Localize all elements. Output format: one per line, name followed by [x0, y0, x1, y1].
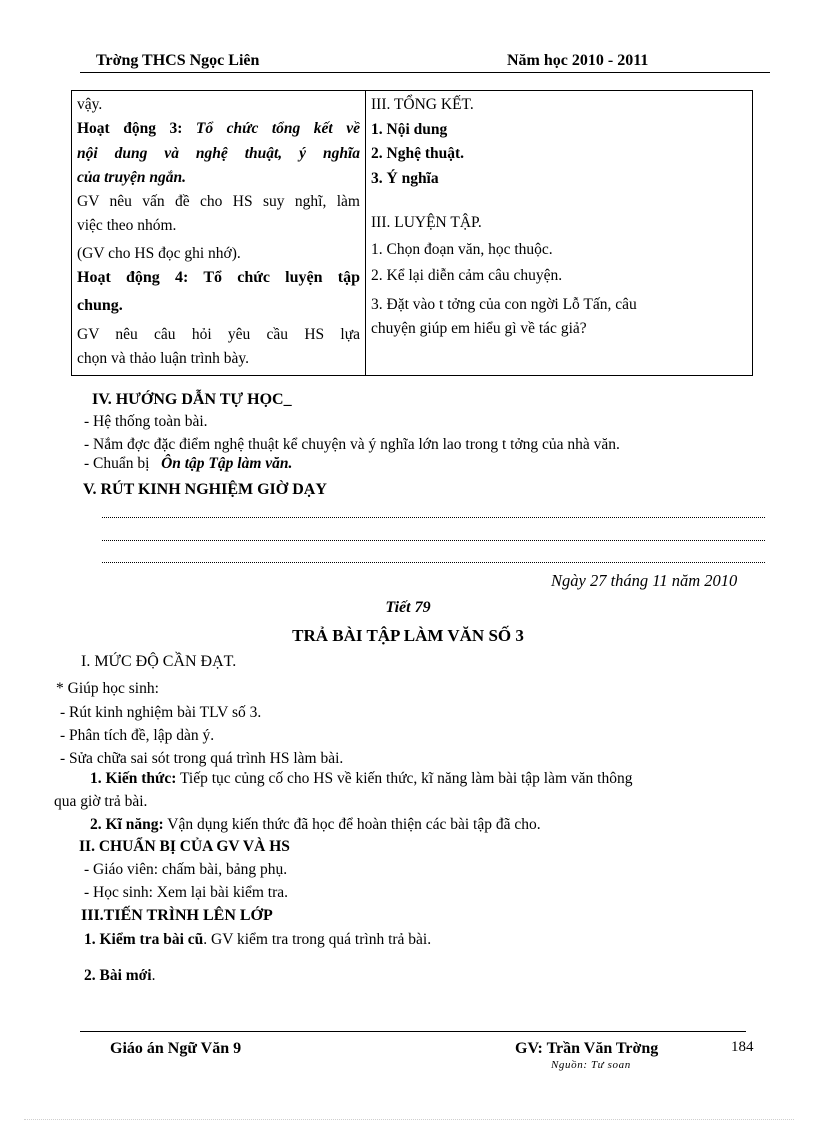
- gv-note-1b: việc theo nhóm.: [77, 217, 177, 235]
- practice-3b: chuyện giúp em hiểu gì về tác giả?: [371, 320, 587, 337]
- gv-note-3b: chọn và thảo luận trình bày.: [77, 349, 250, 367]
- period-number: Tiết 79: [385, 599, 431, 616]
- page-number: 184: [731, 1039, 754, 1055]
- lesson-date: Ngày 27 tháng 11 năm 2010: [551, 571, 738, 590]
- skills-label: 2. Kĩ năng:: [90, 816, 164, 833]
- objective-1: - Rút kinh nghiệm bài TLV số 3.: [60, 704, 262, 721]
- objective-2: - Phân tích đề, lập dàn ý.: [60, 727, 215, 744]
- header-year: Năm học 2010 - 2011: [507, 52, 649, 69]
- preparation-student: - Học sinh: Xem lại bài kiểm tra.: [84, 884, 289, 901]
- procedure-step-2-text: .: [151, 967, 156, 984]
- text-vay: vậy.: [77, 96, 103, 113]
- page-edge: [24, 1119, 794, 1120]
- dotted-line-1: [102, 517, 765, 518]
- gv-note-2: (GV cho HS đọc ghi nhớ).: [77, 244, 241, 262]
- summary-meaning: 3. Ý nghĩa: [371, 169, 439, 187]
- summary-art: 2. Nghệ thuật.: [371, 145, 465, 162]
- procedure-step-1: [84, 931, 431, 949]
- lesson-table: [71, 90, 753, 376]
- dotted-line-3: [102, 562, 765, 563]
- activity-3-line: [77, 117, 360, 141]
- knowledge-label: 1. Kiến thức:: [90, 770, 177, 787]
- summary-heading: III. TỔNG KẾT.: [371, 96, 474, 113]
- procedure-step-1-label: 1. Kiểm tra bài cũ: [84, 931, 204, 948]
- skills-line: [90, 816, 541, 834]
- header-rule: [80, 72, 770, 73]
- practice-3a: 3. Đặt vào t tởng của con ngời Lỗ Tấn, câu: [371, 295, 637, 313]
- activities-column: [72, 91, 366, 376]
- content-column: [366, 91, 753, 376]
- activity-4-line: Hoạt động 4: Tổ chức luyện tập: [77, 269, 360, 287]
- gv-note-3a: GV nêu câu hỏi yêu cầu HS lựa: [77, 325, 360, 343]
- objective-3: - Sửa chữa sai sót trong quá trình HS làm bài.: [60, 750, 344, 767]
- procedure-step-2: [84, 967, 155, 985]
- footer-author: GV: Trần Văn Trờng: [515, 1040, 659, 1057]
- self-study-3-prefix: - Chuẩn bị: [84, 455, 150, 472]
- gv-note-1a: GV nêu vấn đề cho HS suy nghĩ, làm: [77, 193, 360, 211]
- objectives-intro: * Giúp học sinh:: [56, 680, 159, 697]
- header-school: Trờng THCS Ngọc Liên: [96, 52, 260, 69]
- procedure-step-1-text: . GV kiểm tra trong quá trình trả bài.: [203, 931, 432, 948]
- preparation-title: II. CHUẨN BỊ CỦA GV VÀ HS: [79, 838, 290, 855]
- self-study-2: - Nắm đợc đặc điểm nghệ thuật kể chuyện và ý nghĩa lớn lao trong t tởng của nhà văn.: [84, 436, 620, 453]
- activity-3-title-3: của truyện ngắn.: [77, 168, 186, 186]
- footer-left: Giáo án Ngữ Văn 9: [110, 1040, 242, 1057]
- self-study-title: IV. HƯỚNG DẪN TỰ HỌC_: [92, 391, 292, 408]
- knowledge-text: Tiếp tục củng cố cho HS về kiến thức, kĩ năng làm bài tập làm văn thông: [179, 770, 633, 787]
- dotted-line-2: [102, 540, 765, 541]
- preparation-teacher: - Giáo viên: chấm bài, bảng phụ.: [84, 861, 288, 878]
- procedure-step-2-label: 2. Bài mới: [84, 967, 152, 984]
- self-study-1: - Hệ thống toàn bài.: [84, 413, 208, 430]
- self-study-3-topic: Ôn tập Tập làm văn.: [161, 455, 293, 472]
- practice-heading: III. LUYỆN TẬP.: [371, 214, 482, 231]
- lesson-title: TRẢ BÀI TẬP LÀM VĂN SỐ 3: [292, 626, 524, 645]
- activity-4-line-2: chung.: [77, 297, 123, 315]
- skills-text: Vận dụng kiến thức đã học để hoàn thiện các bài tập đã cho.: [167, 816, 541, 833]
- self-study-3: [84, 455, 292, 473]
- experience-title: V. RÚT KINH NGHIỆM GIỜ DẠY: [83, 481, 327, 498]
- activity-3-label: Hoạt động 3:: [77, 120, 183, 138]
- footer-source: Nguồn: Tư soan: [551, 1059, 631, 1071]
- activity-3-title: Tổ chức tổng kết về: [195, 120, 360, 138]
- summary-content: 1. Nội dung: [371, 120, 448, 138]
- objectives-title: I. MỨC ĐỘ CẦN ĐẠT.: [81, 653, 237, 670]
- procedure-title: III.TIẾN TRÌNH LÊN LỚP: [81, 907, 273, 924]
- practice-1: 1. Chọn đoạn văn, học thuộc.: [371, 240, 553, 258]
- knowledge-line: [90, 770, 633, 788]
- knowledge-text-2: qua giờ trả bài.: [54, 793, 148, 810]
- activity-3-title-2: nội dung và nghệ thuật, ý nghĩa: [77, 144, 360, 162]
- practice-2: 2. Kể lại diễn cảm câu chuyện.: [371, 267, 563, 284]
- footer-rule: [80, 1031, 746, 1032]
